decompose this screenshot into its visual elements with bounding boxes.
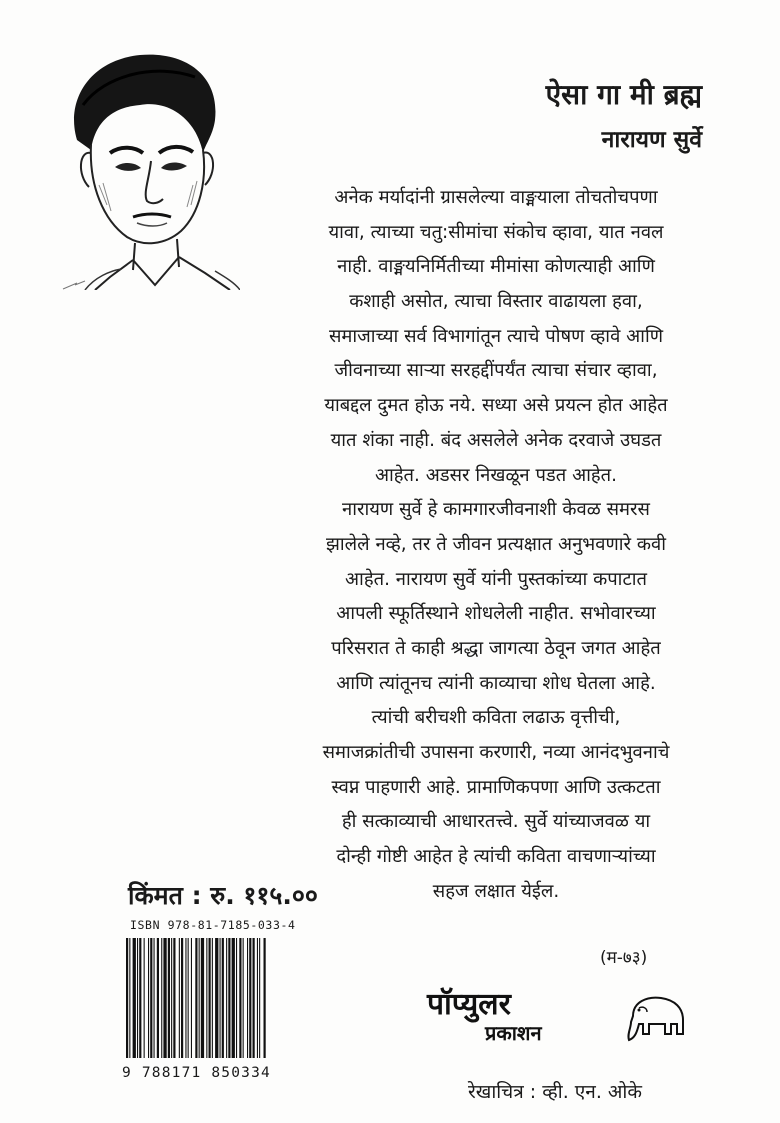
blurb-line: नाही. वाङ्मयनिर्मितीच्या मीमांसा कोणत्याही आणि [337,256,655,278]
barcode-bar [171,938,172,1058]
blurb-line: आपली स्फूर्तिस्थाने शोधलेली नाहीत. सभोवारच्या [336,603,656,625]
barcode-bar [249,938,251,1058]
barcode-bar [181,938,183,1058]
barcode-bar [222,938,224,1058]
barcode-bar [157,938,159,1058]
barcode-bar [206,938,207,1058]
barcode-bar [148,938,149,1058]
catalog-code: (म-७३) [600,948,648,968]
blurb-line: याबद्दल दुमत होऊ नये. सध्या असे प्रयत्न होत आहेत [324,395,668,417]
barcode-bar [188,938,189,1058]
barcode-bar [168,938,170,1058]
blurb-line: नारायण सुर्वे हे कामगारजीवनाशी केवळ समरस [342,499,650,521]
blurb-line: कशाही असोत, त्याचा विस्तार वाढायला हवा, [349,291,643,313]
barcode-bar [144,938,145,1058]
barcode-bar [161,938,162,1058]
barcode-bar [232,938,235,1058]
barcode-bar [129,938,130,1058]
blurb-line: ही सत्काव्याची आधारतत्त्वे. सुर्वे यांच्याजवळ या [341,811,651,833]
barcode-bar [220,938,221,1058]
barcode-bar [253,938,255,1058]
barcode-bar [191,938,192,1058]
isbn-barcode [126,938,306,1058]
blurb-line: दोन्ही गोष्टी आहेत हे त्यांची कविता वाचणाऱ्यांच्या [336,846,656,868]
blurb-line: झालेले नव्हे, तर ते जीवन प्रत्यक्षात अनुभवणारे कवी [326,533,666,555]
barcode-bar [228,938,230,1058]
barcode-bar [264,938,266,1058]
barcode-bar [259,938,260,1058]
blurb-line: परिसरात ते काही श्रद्धा जागत्या ठेवून जगत आहेत [331,637,661,659]
publisher-logo [425,984,695,1044]
author-name: नारायण सुर्वे [601,126,702,153]
illustration-credit: रेखाचित्र : व्ही. एन. ओके [468,1081,642,1103]
barcode-bar [201,938,204,1058]
publisher-logo-word: पॉप्युलर [427,987,511,1022]
barcode-bar [195,938,197,1058]
blurb-line: समाजक्रांतीची उपासना करणारी, नव्या आनंदभुवनाचे [322,742,670,763]
book-title: ऐसा गा मी ब्रह्म [545,78,702,111]
barcode-bar [215,938,218,1058]
barcode-bar [243,938,244,1058]
price-label: किंमत : रु. ११५.०० [128,881,318,910]
blurb-line: जीवनाच्या साऱ्या सरहद्दींपर्यंत त्याचा संचार व्हावा, [334,360,658,382]
barcode-bar [239,938,241,1058]
elephant-icon [628,998,683,1040]
author-portrait-sketch [55,45,240,290]
blurb-line: समाजाच्या सर्व विभागांतून त्याचे पोषण व्हावे आणि [328,325,664,347]
barcode-bar [154,938,155,1058]
publisher-logo-word: प्रकाशन [485,1021,542,1044]
blurb-line: अनेक मर्यादांनी ग्रासलेल्या वाङ्मयाला तोचतोचपणा [334,187,658,208]
barcode-bar [185,938,186,1058]
barcode-bar [257,938,258,1058]
blurb-line: आणि त्यांतूनच त्यांनी काव्याचा शोध घेतला आहे. [336,672,656,694]
blurb-line: यावा, त्याच्या चतु:सीमांचा संकोच व्हावा, यात नवल [328,221,664,243]
blurb-text [240,181,752,909]
barcode-bar [163,938,166,1058]
barcode-bar [150,938,152,1058]
barcode-bar [139,938,141,1058]
barcode-bar [137,938,138,1058]
blurb-line: सहज लक्षात येईल. [432,880,560,902]
blurb-line: स्वप्न पाहणारी आहे. प्रामाणिकपणा आणि उत्कटता [331,776,661,798]
barcode-bar [199,938,200,1058]
barcode-bar [133,938,136,1058]
barcode-bar [173,938,175,1058]
barcode-digits: 9 788171 850334 [122,1065,271,1081]
barcode-bar [226,938,227,1058]
barcode-bar [209,938,211,1058]
title-block [382,78,702,154]
barcode-bar [236,938,237,1058]
blurb-line: त्यांची बरीचशी कविता लढाऊ वृत्तीची, [371,707,621,729]
blurb-line: आहेत. नारायण सुर्वे यांनी पुस्तकांच्या कपाटात [345,568,647,590]
blurb-line: यात शंका नाही. बंद असलेले अनेक दरवाजे उघडत [330,429,662,451]
barcode-bar [126,938,128,1058]
barcode-bar [247,938,248,1058]
isbn-number: ISBN 978-81-7185-033-4 [130,918,296,932]
barcode-bar [179,938,180,1058]
blurb-line: आहेत. अडसर निखळून पडत आहेत. [375,464,617,486]
barcode-bar [212,938,213,1058]
